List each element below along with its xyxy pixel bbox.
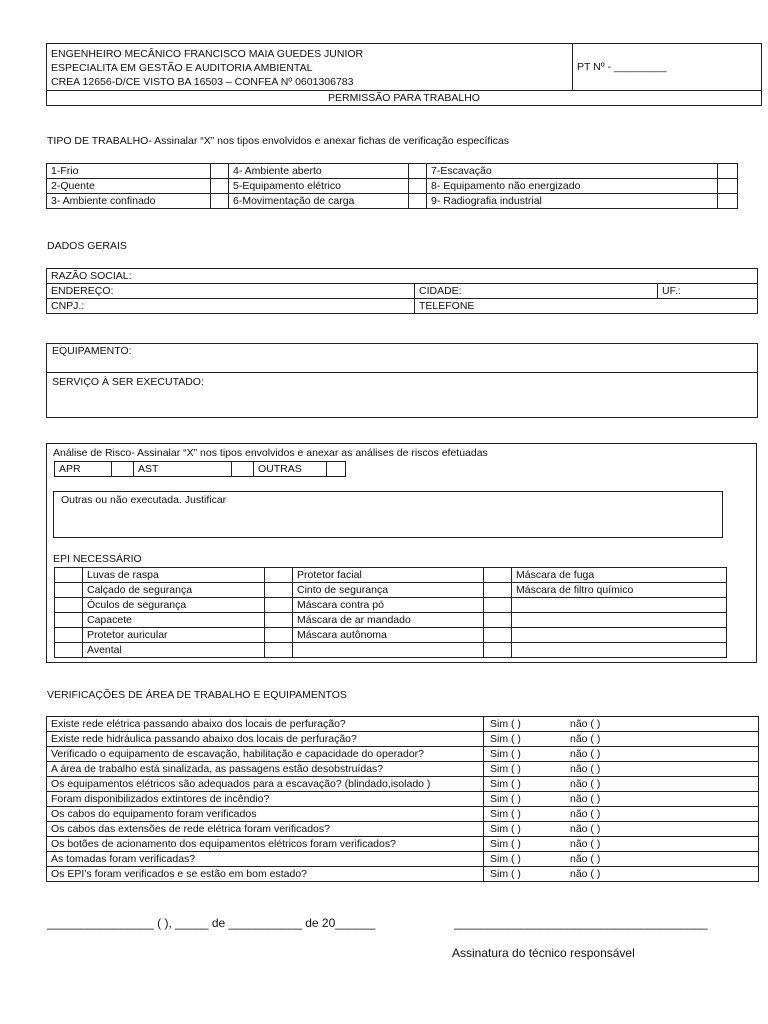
header-company-cell bbox=[47, 44, 573, 91]
table-row bbox=[55, 628, 727, 643]
dados-gerais-table bbox=[46, 268, 758, 314]
justificar-label: Outras ou não executada. Justificar bbox=[61, 494, 227, 506]
date-line[interactable]: ________________ ( ), _____ de ___________ de 20______ bbox=[47, 916, 376, 930]
sim-option[interactable]: Sim ( ) bbox=[490, 808, 521, 820]
table-row bbox=[47, 747, 759, 762]
sim-option[interactable]: Sim ( ) bbox=[490, 763, 521, 775]
nao-option[interactable]: não ( ) bbox=[570, 778, 601, 790]
nao-option[interactable]: não ( ) bbox=[570, 793, 601, 805]
table-row bbox=[47, 717, 759, 732]
verificacao-answer bbox=[484, 717, 759, 732]
checkbox[interactable] bbox=[232, 462, 254, 477]
sim-option[interactable]: Sim ( ) bbox=[490, 838, 521, 850]
analise-risco-box bbox=[46, 443, 757, 663]
header-line-1: ENGENHEIRO MECÂNICO FRANCISCO MAIA GUEDES JUNIOR bbox=[51, 47, 364, 60]
checkbox[interactable] bbox=[718, 179, 738, 194]
telefone-field[interactable] bbox=[415, 299, 758, 314]
ast-option: AST bbox=[134, 462, 232, 477]
verificacao-answer bbox=[484, 822, 759, 837]
sim-option[interactable]: Sim ( ) bbox=[490, 868, 521, 880]
epi-item: Capacete bbox=[83, 613, 265, 628]
table-row bbox=[47, 194, 738, 209]
equipamento-label: EQUIPAMENTO: bbox=[52, 345, 132, 357]
epi-item: Máscara de fuga bbox=[512, 568, 727, 583]
tipo-option: 7-Escavação bbox=[427, 164, 718, 179]
signature-line[interactable]: ______________________________________ bbox=[454, 916, 708, 930]
checkbox[interactable] bbox=[718, 164, 738, 179]
verificacao-answer bbox=[484, 732, 759, 747]
verificacao-answer bbox=[484, 807, 759, 822]
verificacoes-heading: VERIFICAÇÕES DE ÁREA DE TRABALHO E EQUIPAMENTOS bbox=[47, 689, 347, 701]
epi-item bbox=[293, 643, 484, 658]
nao-option[interactable]: não ( ) bbox=[570, 763, 601, 775]
verificacao-answer bbox=[484, 777, 759, 792]
table-row bbox=[55, 583, 727, 598]
epi-item: Óculos de segurança bbox=[83, 598, 265, 613]
verificacao-question: Existe rede elétrica passando abaixo dos locais de perfuração? bbox=[47, 717, 484, 732]
checkbox[interactable] bbox=[55, 568, 83, 583]
nao-option[interactable]: não ( ) bbox=[570, 808, 601, 820]
razao-social-label: RAZÃO SOCIAL: bbox=[51, 270, 132, 282]
table-row bbox=[55, 613, 727, 628]
checkbox[interactable] bbox=[211, 164, 229, 179]
checkbox[interactable] bbox=[409, 179, 427, 194]
table-row bbox=[47, 852, 759, 867]
tipo-trabalho-heading: TIPO DE TRABALHO- Assinalar “X” nos tipos envolvidos e anexar fichas de verificação específicas bbox=[47, 135, 510, 147]
table-row bbox=[47, 837, 759, 852]
checkbox[interactable] bbox=[265, 583, 293, 598]
epi-table bbox=[54, 567, 727, 658]
verificacao-answer bbox=[484, 762, 759, 777]
nao-option[interactable]: não ( ) bbox=[570, 748, 601, 760]
verificacao-answer bbox=[484, 792, 759, 807]
epi-item: Protetor facial bbox=[293, 568, 484, 583]
epi-item: Máscara de filtro químico bbox=[512, 583, 727, 598]
tipo-option: 3- Ambiente confinado bbox=[47, 194, 211, 209]
header-line-3: CREA 12656-D/CE VISTO BA 16503 – CONFEA Nº 0601306783 bbox=[51, 75, 354, 88]
table-row bbox=[47, 164, 738, 179]
sim-option[interactable]: Sim ( ) bbox=[490, 718, 521, 730]
nao-option[interactable]: não ( ) bbox=[570, 733, 601, 745]
checkbox[interactable] bbox=[211, 194, 229, 209]
nao-option[interactable]: não ( ) bbox=[570, 853, 601, 865]
checkbox[interactable] bbox=[265, 628, 293, 643]
header-line-2: ESPECIALITA EM GESTÃO E AUDITORIA AMBIENTAL bbox=[51, 61, 313, 74]
verificacao-question: As tomadas foram verificadas? bbox=[47, 852, 484, 867]
epi-item: Protetor auricular bbox=[83, 628, 265, 643]
telefone-label: TELEFONE bbox=[419, 300, 475, 312]
epi-item bbox=[512, 598, 727, 613]
tipo-option: 8- Equipamento não energizado bbox=[427, 179, 718, 194]
checkbox[interactable] bbox=[484, 628, 512, 643]
table-row bbox=[47, 822, 759, 837]
equipamento-box bbox=[46, 343, 758, 418]
epi-item bbox=[512, 628, 727, 643]
verificacao-question: Os EPI’s foram verificados e se estão em bom estado? bbox=[47, 867, 484, 882]
table-row bbox=[55, 598, 727, 613]
servico-field[interactable] bbox=[47, 373, 757, 417]
header-table bbox=[46, 43, 762, 106]
table-row bbox=[55, 568, 727, 583]
razao-social-field[interactable] bbox=[47, 269, 758, 284]
checkbox[interactable] bbox=[484, 613, 512, 628]
nao-option[interactable]: não ( ) bbox=[570, 823, 601, 835]
checkbox[interactable] bbox=[484, 583, 512, 598]
table-row bbox=[47, 179, 738, 194]
verificacao-answer bbox=[484, 837, 759, 852]
checkbox[interactable] bbox=[265, 643, 293, 658]
checkbox[interactable] bbox=[112, 462, 134, 477]
justificar-field[interactable] bbox=[53, 491, 723, 538]
table-row bbox=[47, 777, 759, 792]
cnpj-label: CNPJ.: bbox=[51, 300, 85, 312]
apr-option: APR bbox=[55, 462, 112, 477]
verificacao-question: Existe rede hidráulica passando abaixo dos locais de perfuração? bbox=[47, 732, 484, 747]
uf-field[interactable] bbox=[658, 284, 758, 299]
analise-risco-heading: Análise de Risco- Assinalar “X” nos tipos envolvidos e anexar as análises de riscos efetuadas bbox=[53, 447, 488, 459]
checkbox[interactable] bbox=[718, 194, 738, 209]
epi-item: Máscara contra pó bbox=[293, 598, 484, 613]
verificacao-answer bbox=[484, 867, 759, 882]
tipo-option: 4- Ambiente aberto bbox=[229, 164, 409, 179]
verificacao-question: Os equipamentos elétricos são adequados para a escavação? (blindado,isolado ) bbox=[47, 777, 484, 792]
cidade-field[interactable] bbox=[415, 284, 658, 299]
pt-number-label: PT Nº - _________ bbox=[577, 61, 667, 73]
equipamento-field[interactable] bbox=[47, 344, 757, 373]
endereco-field[interactable] bbox=[47, 284, 415, 299]
table-row bbox=[47, 807, 759, 822]
checkbox[interactable] bbox=[55, 628, 83, 643]
checkbox[interactable] bbox=[265, 598, 293, 613]
checkbox[interactable] bbox=[409, 164, 427, 179]
servico-label: SERVIÇO À SER EXECUTADO: bbox=[52, 376, 204, 388]
epi-item: Cinto de segurança bbox=[293, 583, 484, 598]
epi-item: Máscara de ar mandado bbox=[293, 613, 484, 628]
analise-options-table bbox=[54, 461, 346, 477]
tipo-option: 6-Movimentação de carga bbox=[229, 194, 409, 209]
pt-number-cell[interactable] bbox=[573, 44, 762, 91]
uf-label: UF.: bbox=[662, 285, 681, 297]
sim-option[interactable]: Sim ( ) bbox=[490, 733, 521, 745]
sim-option[interactable]: Sim ( ) bbox=[490, 823, 521, 835]
table-row bbox=[55, 643, 727, 658]
epi-item: Luvas de raspa bbox=[83, 568, 265, 583]
checkbox[interactable] bbox=[484, 598, 512, 613]
checkbox[interactable] bbox=[211, 179, 229, 194]
tipo-option: 5-Equipamento elétrico bbox=[229, 179, 409, 194]
sim-option[interactable]: Sim ( ) bbox=[490, 778, 521, 790]
checkbox[interactable] bbox=[327, 462, 346, 477]
checkbox[interactable] bbox=[55, 613, 83, 628]
tipo-trabalho-table bbox=[46, 163, 738, 209]
tipo-option: 2-Quente bbox=[47, 179, 211, 194]
nao-option[interactable]: não ( ) bbox=[570, 838, 601, 850]
checkbox[interactable] bbox=[409, 194, 427, 209]
sim-option[interactable]: Sim ( ) bbox=[490, 748, 521, 760]
tipo-option: 9- Radiografia industrial bbox=[427, 194, 718, 209]
verificacao-question: Os botões de acionamento dos equipamentos elétricos foram verificados? bbox=[47, 837, 484, 852]
nao-option[interactable]: não ( ) bbox=[570, 868, 601, 880]
verificacao-answer bbox=[484, 852, 759, 867]
table-row bbox=[47, 732, 759, 747]
checkbox[interactable] bbox=[484, 643, 512, 658]
verificacao-question: Os cabos do equipamento foram verificados bbox=[47, 807, 484, 822]
table-row bbox=[47, 867, 759, 882]
verificacao-question: Verificado o equipamento de escavação, habilitação e capacidade do operador? bbox=[47, 747, 484, 762]
verificacao-question: A área de trabalho está sinalizada, as passagens estão desobstruídas? bbox=[47, 762, 484, 777]
checkbox[interactable] bbox=[484, 568, 512, 583]
checkbox[interactable] bbox=[265, 613, 293, 628]
signature-label: Assinatura do técnico responsável bbox=[452, 946, 635, 960]
cnpj-field[interactable] bbox=[47, 299, 415, 314]
checkbox[interactable] bbox=[55, 643, 83, 658]
checkbox[interactable] bbox=[55, 583, 83, 598]
verificacao-question: Foram disponibilizados extintores de incêndio? bbox=[47, 792, 484, 807]
tipo-option: 1-Frio bbox=[47, 164, 211, 179]
table-row bbox=[47, 792, 759, 807]
epi-heading: EPI NECESSÁRIO bbox=[53, 553, 142, 565]
epi-item: Calçado de segurança bbox=[83, 583, 265, 598]
verificacoes-table bbox=[46, 716, 759, 882]
endereco-label: ENDEREÇO: bbox=[51, 285, 114, 297]
form-title: PERMISSÃO PARA TRABALHO bbox=[47, 91, 762, 106]
sim-option[interactable]: Sim ( ) bbox=[490, 853, 521, 865]
verificacao-question: Os cabos das extensões de rede elétrica foram verificados? bbox=[47, 822, 484, 837]
dados-gerais-heading: DADOS GERAIS bbox=[47, 240, 127, 252]
sim-option[interactable]: Sim ( ) bbox=[490, 793, 521, 805]
checkbox[interactable] bbox=[265, 568, 293, 583]
epi-item: Avental bbox=[83, 643, 265, 658]
epi-item bbox=[512, 643, 727, 658]
outras-option: OUTRAS bbox=[254, 462, 327, 477]
checkbox[interactable] bbox=[55, 598, 83, 613]
verificacao-answer bbox=[484, 747, 759, 762]
nao-option[interactable]: não ( ) bbox=[570, 718, 601, 730]
table-row bbox=[47, 762, 759, 777]
epi-item: Máscara autônoma bbox=[293, 628, 484, 643]
epi-item bbox=[512, 613, 727, 628]
cidade-label: CIDADE: bbox=[419, 285, 462, 297]
